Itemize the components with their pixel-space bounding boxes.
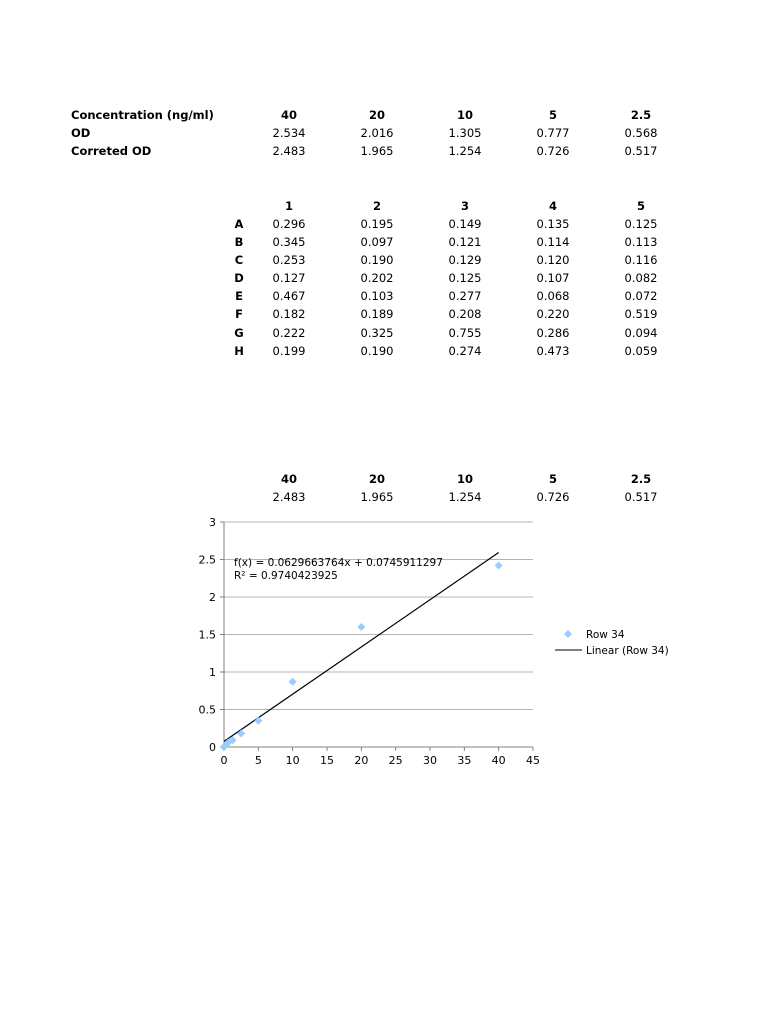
plate-cell: 0.190	[360, 253, 394, 267]
x-tick-label: 40	[491, 754, 506, 767]
data-point	[357, 623, 365, 631]
plate-cell: 0.296	[272, 217, 306, 231]
corrected-od-value: 1.965	[360, 144, 394, 158]
chart-table-header: 5	[548, 472, 558, 486]
chart-table-value: 0.726	[536, 490, 570, 504]
legend-marker	[564, 630, 572, 638]
plate-cell: 0.519	[624, 307, 658, 321]
chart-table-header: 40	[280, 472, 298, 486]
plate-cell: 0.253	[272, 253, 306, 267]
plate-cell: 0.208	[448, 307, 482, 321]
x-tick-label: 10	[285, 754, 300, 767]
chart-table-header: 10	[456, 472, 474, 486]
plate-row-label: D	[234, 271, 244, 285]
plate-cell: 0.220	[536, 307, 570, 321]
plate-cell: 0.125	[448, 271, 482, 285]
plate-cell: 0.189	[360, 307, 394, 321]
plate-cell: 0.202	[360, 271, 394, 285]
corrected-od-value: 1.254	[448, 144, 482, 158]
concentration-value: 40	[280, 108, 298, 122]
y-tick-label: 0.5	[198, 703, 216, 717]
plate-cell: 0.068	[536, 289, 570, 303]
trendline-equation: f(x) = 0.0629663764x + 0.0745911297	[234, 557, 443, 569]
plate-cell: 0.094	[624, 326, 658, 340]
plate-cell: 0.274	[448, 344, 482, 358]
chart-table-value: 1.965	[360, 490, 394, 504]
plate-row-label: B	[234, 235, 244, 249]
chart-table-value: 0.517	[624, 490, 658, 504]
plate-column-header: 3	[460, 199, 470, 213]
plate-cell: 0.129	[448, 253, 482, 267]
concentration-value: 10	[456, 108, 474, 122]
corrected-od-value: 0.517	[624, 144, 658, 158]
x-tick-label: 35	[457, 754, 472, 767]
plate-cell: 0.135	[536, 217, 570, 231]
plate-cell: 0.059	[624, 344, 658, 358]
plate-row-label: A	[234, 217, 244, 231]
plate-cell: 0.755	[448, 326, 482, 340]
plate-row-label: C	[234, 253, 244, 267]
x-tick-label: 0	[220, 754, 228, 767]
data-point	[254, 717, 262, 725]
plate-cell: 0.222	[272, 326, 306, 340]
plate-cell: 0.103	[360, 289, 394, 303]
y-tick-label: 1	[209, 666, 216, 679]
plate-cell: 0.182	[272, 307, 306, 321]
plate-row-label: H	[234, 344, 244, 358]
plate-cell: 0.072	[624, 289, 658, 303]
plate-cell: 0.149	[448, 217, 482, 231]
plate-cell: 0.286	[536, 326, 570, 340]
plate-column-header: 2	[372, 199, 382, 213]
plate-row-label: F	[235, 307, 243, 321]
data-point	[495, 562, 503, 570]
chart-table-value: 2.483	[272, 490, 306, 504]
plate-cell: 0.107	[536, 271, 570, 285]
x-tick-label: 15	[320, 754, 334, 767]
plate-cell: 0.116	[624, 253, 658, 267]
x-tick-label: 45	[526, 754, 540, 767]
plate-cell: 0.325	[360, 326, 394, 340]
trendline-r2: R² = 0.9740423925	[234, 570, 338, 582]
od-value: 0.568	[624, 126, 658, 140]
x-tick-label: 20	[354, 754, 369, 767]
corrected-od-value: 0.726	[536, 144, 570, 158]
od-value: 1.305	[448, 126, 482, 140]
corrected-od-value: 2.483	[272, 144, 306, 158]
x-tick-label: 25	[388, 754, 403, 767]
od-value: 2.534	[272, 126, 306, 140]
y-tick-label: 2	[209, 591, 216, 604]
legend-label: Linear (Row 34)	[586, 645, 669, 657]
x-tick-label: 5	[254, 754, 262, 767]
plate-cell: 0.125	[624, 217, 658, 231]
chart-table-header: 2.5	[630, 472, 652, 486]
plate-column-header: 4	[548, 199, 558, 213]
data-point	[289, 678, 297, 686]
plate-cell: 0.121	[448, 235, 482, 249]
plate-column-header: 1	[284, 199, 294, 213]
plate-row-label: G	[234, 326, 244, 340]
chart-table-header: 20	[368, 472, 386, 486]
row-label-od: OD	[71, 126, 91, 140]
plate-cell: 0.114	[536, 235, 570, 249]
legend-label: Row 34	[586, 629, 625, 641]
plate-cell: 0.277	[448, 289, 482, 303]
row-label-concentration: Concentration (ng/ml)	[71, 108, 214, 122]
concentration-value: 20	[368, 108, 386, 122]
plate-cell: 0.345	[272, 235, 306, 249]
x-tick-label: 30	[423, 754, 437, 767]
plate-cell: 0.473	[536, 344, 570, 358]
y-tick-label: 3	[209, 516, 216, 529]
plate-cell: 0.199	[272, 344, 306, 358]
od-value: 2.016	[360, 126, 394, 140]
data-point	[237, 730, 245, 738]
plate-cell: 0.127	[272, 271, 306, 285]
y-tick-label: 0	[209, 741, 216, 754]
row-label-corrected-od: Correted OD	[71, 144, 152, 158]
y-tick-label: 1.5	[198, 628, 216, 642]
chart-table-value: 1.254	[448, 490, 482, 504]
concentration-value: 2.5	[630, 108, 652, 122]
plate-cell: 0.195	[360, 217, 394, 231]
plate-row-label: E	[235, 289, 243, 303]
plate-cell: 0.190	[360, 344, 394, 358]
y-tick-label: 2.5	[198, 553, 216, 567]
plate-cell: 0.467	[272, 289, 306, 303]
plate-cell: 0.113	[624, 235, 658, 249]
od-value: 0.777	[536, 126, 570, 140]
plate-cell: 0.120	[536, 253, 570, 267]
concentration-value: 5	[548, 108, 558, 122]
plate-cell: 0.082	[624, 271, 658, 285]
plate-column-header: 5	[636, 199, 646, 213]
plate-cell: 0.097	[360, 235, 394, 249]
